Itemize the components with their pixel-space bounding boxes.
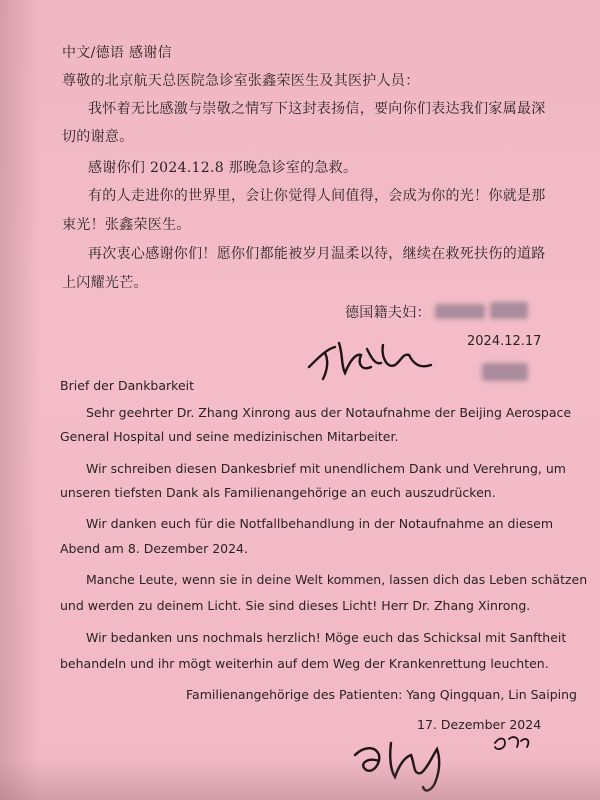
redacted-name-3 — [482, 363, 528, 381]
german-date: 17. Dezember 2024 — [417, 717, 542, 732]
chinese-paragraph-4-line-1: 再次衷心感谢你们！愿你们都能被岁月温柔以待，继续在救死扶伤的道路 — [88, 246, 546, 262]
german-paragraph-3-line-2: Abend am 8. Dezember 2024. — [60, 541, 248, 556]
handwritten-signature-1 — [305, 335, 445, 385]
german-paragraph-1-line-1: Sehr geehrter Dr. Zhang Xinrong aus der Notaufnahme der Beijing Aerospace — [86, 405, 572, 420]
german-paragraph-5-line-1: Wir bedanken uns nochmals herzlich! Möge euch das Schicksal mit Sanftheit — [86, 630, 567, 645]
german-paragraph-2-line-2: unseren tiefsten Dank als Familienangehörige an euch auszudrücken. — [60, 485, 496, 500]
chinese-paragraph-1-line-2: 切的谢意。 — [62, 129, 134, 145]
chinese-paragraph-3-line-2: 束光！张鑫荣医生。 — [62, 217, 191, 233]
german-paragraph-1-line-2: General Hospital und seine medizinischen Mitarbeiter. — [60, 429, 399, 444]
redacted-name-1 — [435, 304, 485, 319]
chinese-date: 2024.12.17 — [467, 334, 542, 349]
german-paragraph-4-line-1: Manche Leute, wenn sie in deine Welt kommen, lassen dich das Leben schätzen — [86, 572, 588, 587]
german-paragraph-3-line-1: Wir danken euch für die Notfallbehandlung in der Notaufnahme an diesem — [86, 516, 554, 531]
german-paragraph-4-line-2: und werden zu deinem Licht. Sie sind dieses Licht! Herr Dr. Zhang Xinrong. — [60, 598, 531, 613]
redacted-name-2 — [490, 302, 528, 319]
page-shadow-bottom — [0, 760, 600, 800]
chinese-paragraph-1-line-1: 我怀着无比感激与崇敬之情写下这封表扬信，要向你们表达我们家属最深 — [88, 101, 546, 117]
german-signature-line: Familienangehörige des Patienten: Yang Qingquan, Lin Saiping — [186, 687, 577, 702]
chinese-header: 中文/德语 感谢信 — [62, 45, 172, 61]
german-paragraph-2-line-1: Wir schreiben diesen Dankesbrief mit unendlichem Dank und Verehrung, um — [86, 461, 566, 476]
chinese-paragraph-4-line-2: 上闪耀光芒。 — [62, 275, 148, 291]
chinese-paragraph-3-line-1: 有的人走进你的世界里，会让你觉得人间值得，会成为你的光！你就是那 — [88, 188, 546, 204]
chinese-sign-label: 德国籍夫妇： — [345, 305, 431, 321]
german-title: Brief der Dankbarkeit — [60, 378, 195, 393]
chinese-salutation: 尊敬的北京航天总医院急诊室张鑫荣医生及其医护人员： — [62, 73, 420, 89]
page-shadow-left — [0, 0, 40, 800]
chinese-paragraph-2: 感谢你们 2024.12.8 那晚急诊室的急救。 — [88, 160, 358, 176]
german-paragraph-5-line-2: behandeln und ihr mögt weiterhin auf dem Weg der Krankenrettung leuchten. — [60, 656, 549, 671]
